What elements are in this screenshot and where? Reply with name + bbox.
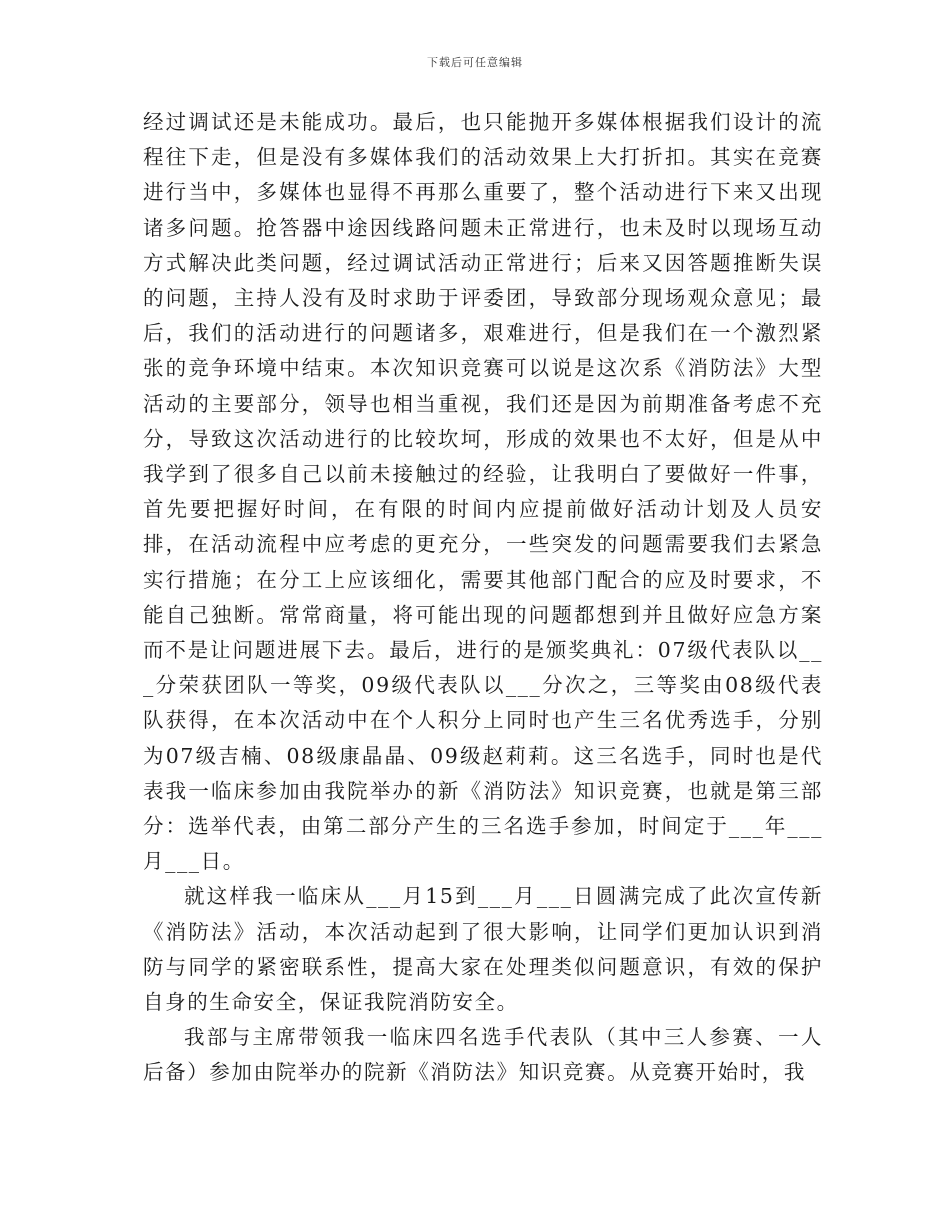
paragraph-1: 经过调试还是未能成功。最后，也只能抛开多媒体根据我们设计的流程往下走，但是没有多媒体我们的活动效果上大打折扣。其实在竞赛进行当中，多媒体也显得不再那么重要了，整个活动进行下来又出现诸多问题。抢答器中途因线路问题未正常进行，也未及时以现场互动方式解决此类问题，经过调试活动正常进行；后来又因答题推断失误的问题，主持人没有及时求助于评委团，导致部分现场观众意见；最后，我们的活动进行的问题诸多，艰难进行，但是我们在一个激烈紧张的竞争环境中结束。本次知识竞赛可以说是这次系《消防法》大型活动的主要部分，领导也相当重视，我们还是因为前期准备考虑不充分，导致这次活动进行的比较坎坷，形成的效果也不太好，但是从中我学到了很多自己以前未接触过的经验，让我明白了要做好一件事，首先要把握好时间，在有限的时间内应提前做好活动计划及人员安排，在活动流程中应考虑的更充分，一些突发的问题需要我们去紧急实行措施；在分工上应该细化，需要其他部门配合的应及时要求，不能自己独断。常常商量，将可能出现的问题都想到并且做好应急方案而不是让问题进展下去。最后，进行的是颁奖典礼：07级代表队以___分荣获团队一等奖，09级代表队以___分次之，三等奖由08级代表队获得，在本次活动中在个人积分上同时也产生三名优秀选手，分别为07级吉楠、08级康晶晶、09级赵莉莉。这三名选手，同时也是代表我一临床参加由我院举办的新《消防法》知识竞赛，也就是第三部分：选举代表，由第二部分产生的三名选手参加，时间定于___年___月___日。: [143, 110, 823, 874]
document-body: [143, 105, 823, 1091]
page-header-note: 下载后可任意编辑: [427, 56, 523, 69]
paragraph-2: 就这样我一临床从___月15到___月___日圆满完成了此次宣传新《消防法》活动，本次活动起到了很大影响，让同学们更加认识到消防与同学的紧密联系性，提高大家在处理类似问题意识，有效的保护自身的生命安全，保证我院消防安全。: [143, 884, 823, 1015]
paragraph-3: 我部与主席带领我一临床四名选手代表队（其中三人参赛、一人后备）参加由院举办的院新《消防法》知识竞赛。从竞赛开始时，我: [143, 1025, 823, 1085]
